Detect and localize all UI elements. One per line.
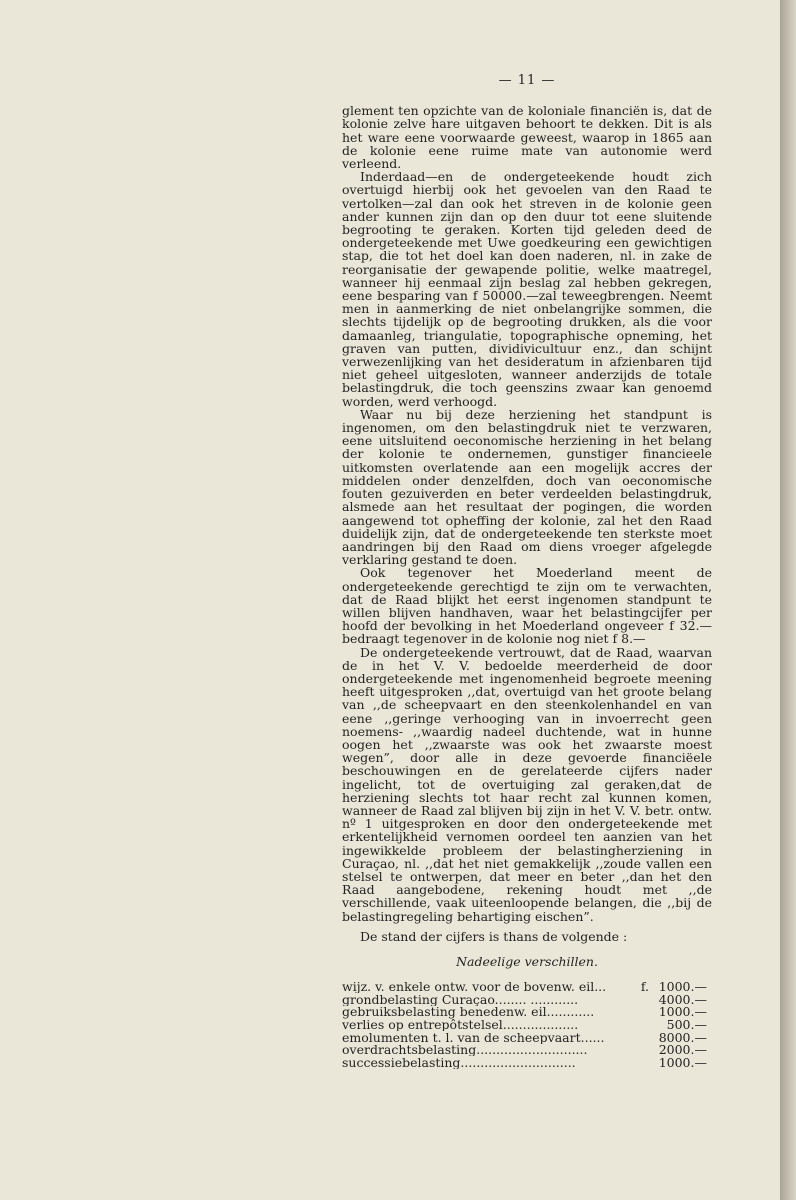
item-amount: 1000.— [658, 1004, 707, 1020]
paragraph-3: Waar nu bij deze herziening het standpunt is ingenomen, om den belastingdruk niet te verzwaren, eene uitsluitend oeconomische herziening in het belang der kolonie te ondernemen, gunstiger financieele uitkomsten overlatende aan een mogelijk accres der middelen onder denzelfden, doch van oeconomische fouten gezuiverden en beter verdeelden belastingdruk, alsmede aan het resultaat der pogingen, die worden aangewend tot opheffing der kolonie, zal het den Raad duidelijk zijn, dat de ondergeteekende ten sterkste moet aandringen bij den Raad om diens vroeger afgelegde verklaring gestand te doen. [342, 406, 712, 568]
item-label: overdrachtsbelasting............................ [342, 1043, 588, 1057]
page-edge-shadow [780, 0, 796, 1200]
page-number: — 11 — [498, 73, 556, 88]
item-label: wijz. v. enkele ontw. voor de bovenw. eil... [342, 980, 607, 994]
item-amount: 500.— [666, 1016, 707, 1032]
list-item [342, 1005, 707, 1018]
list-item [342, 980, 707, 993]
item-label: verlies op entrepôtstelsel................... [342, 1017, 579, 1032]
item-currency: f. [640, 979, 649, 995]
item-label: emolumenten t. l. van de scheepvaart...... [342, 1030, 605, 1044]
paragraph-5: De ondergeteekende vertrouwt, dat de Raad, waarvan de in het V. V. bedoelde meerderheid de door ondergeteekende met ingenomenheid begroete meening heeft uitgesproken ,,dat, overtuigd van het groote belang van ,,de scheepvaart en den steenkolenhandel en van eene ,,geringe verhooging van in invoerrecht geen noemens- ,,waardig nadeel duchtende, wat in hunne oogen het ,,zwaarste was ook het zwaarste moest wegen”, door alle in deze gevoerde financiëele beschouwingen en de gerelateerde cijfers nader ingelicht, tot de overtuiging zal geraken,dat de herziening slechts tot haar recht zal kunnen komen, wanneer de Raad zal blijven bij zijn in het V. V. betr. ontw. nº 1 uitgesproken en door den ondergeteekende met erkentelijkheid vernomen oordeel ten aanzien van het ingewikkelde probleem der belastingherziening in Curaçao, nl. ,,dat het niet gemakkelijk ,,zoude vallen een stelsel te ontwerpen, dat meer en beter ,,dan het den Raad aangebodene, rekening houdt met ,,de verschillende, vaak uiteenloopende belangen, die ,,bij de belastingregeling behartiging eischen”. [342, 644, 712, 924]
stand-line: De stand der cijfers is thans de volgende : [360, 928, 628, 944]
list-item [342, 1018, 707, 1031]
text-column [342, 74, 712, 1068]
paragraph-4: Ook tegenover het Moederland meent de ondergeteekende gerechtigd te zijn om te verwachten, dat de Raad blijkt het eerst ingenomen standpunt te willen blijven handhaven, waar het belastingcijfer per hoofd der bevolking in het Moederland ongeveer f 32.— bedraagt tegenover in de kolonie nog niet f 8.— [342, 565, 712, 647]
item-amount: 8000.— [658, 1029, 707, 1045]
paragraph-2: Inderdaad—en de ondergeteekende houdt zich overtuigd hierbij ook het gevoelen van den Raad te vertolken—zal dan ook het streven in de kolonie geen ander kunnen zijn dan op den duur tot eene sluitende begrooting te geraken. Korten tijd geleden deed de ondergeteekende met Uwe goedkeuring een gewichtigen stap, die tot het doel kan doen naderen, nl. in zake de reorganisatie der gewapende politie, welke maatregel, wanneer hij eenmaal zijn beslag zal hebben gekregen, eene besparing van f 50000.—zal teweegbrengen. Neemt men in aanmerking de niet onbelangrijke sommen, die slechts tijdelijk op de begrooting drukken, als die voor damaanleg, triangulatie, topographische opneming, het graven van putten, dividivicultuur enz., dan schijnt verwezenlijking van het desideratum in afzienbaren tijd niet geheel uitgesloten, wanneer anderzijds de totale belastingdruk, die toch geenszins zwaar kan genoemd worden, werd verhoogd. [342, 169, 712, 409]
item-amount: 1000.— [658, 1054, 707, 1070]
subheading: Nadeelige verschillen. [456, 954, 598, 969]
item-label: gebruiksbelasting benedenw. eil............ [342, 1005, 595, 1019]
list-item [342, 1043, 707, 1056]
item-label: successiebelasting............................. [342, 1055, 576, 1069]
list-item [342, 1031, 707, 1044]
item-amount: 4000.— [658, 991, 707, 1007]
item-amount: 2000.— [658, 1042, 707, 1058]
figures-list [342, 980, 707, 1068]
item-label: grondbelasting Curaçao........ ............ [342, 992, 579, 1006]
paragraph-1: glement ten opzichte van de koloniale financiën is, dat de kolonie zelve hare uitgaven behoort te dekken. Dit is als het ware eene voorwaarde geweest, waarop in 1865 aan de kolonie eene ruime mate van autonomie werd verleend. [342, 103, 712, 172]
list-item [342, 1056, 707, 1069]
list-item [342, 993, 707, 1006]
item-amount: 1000.— [658, 979, 707, 995]
